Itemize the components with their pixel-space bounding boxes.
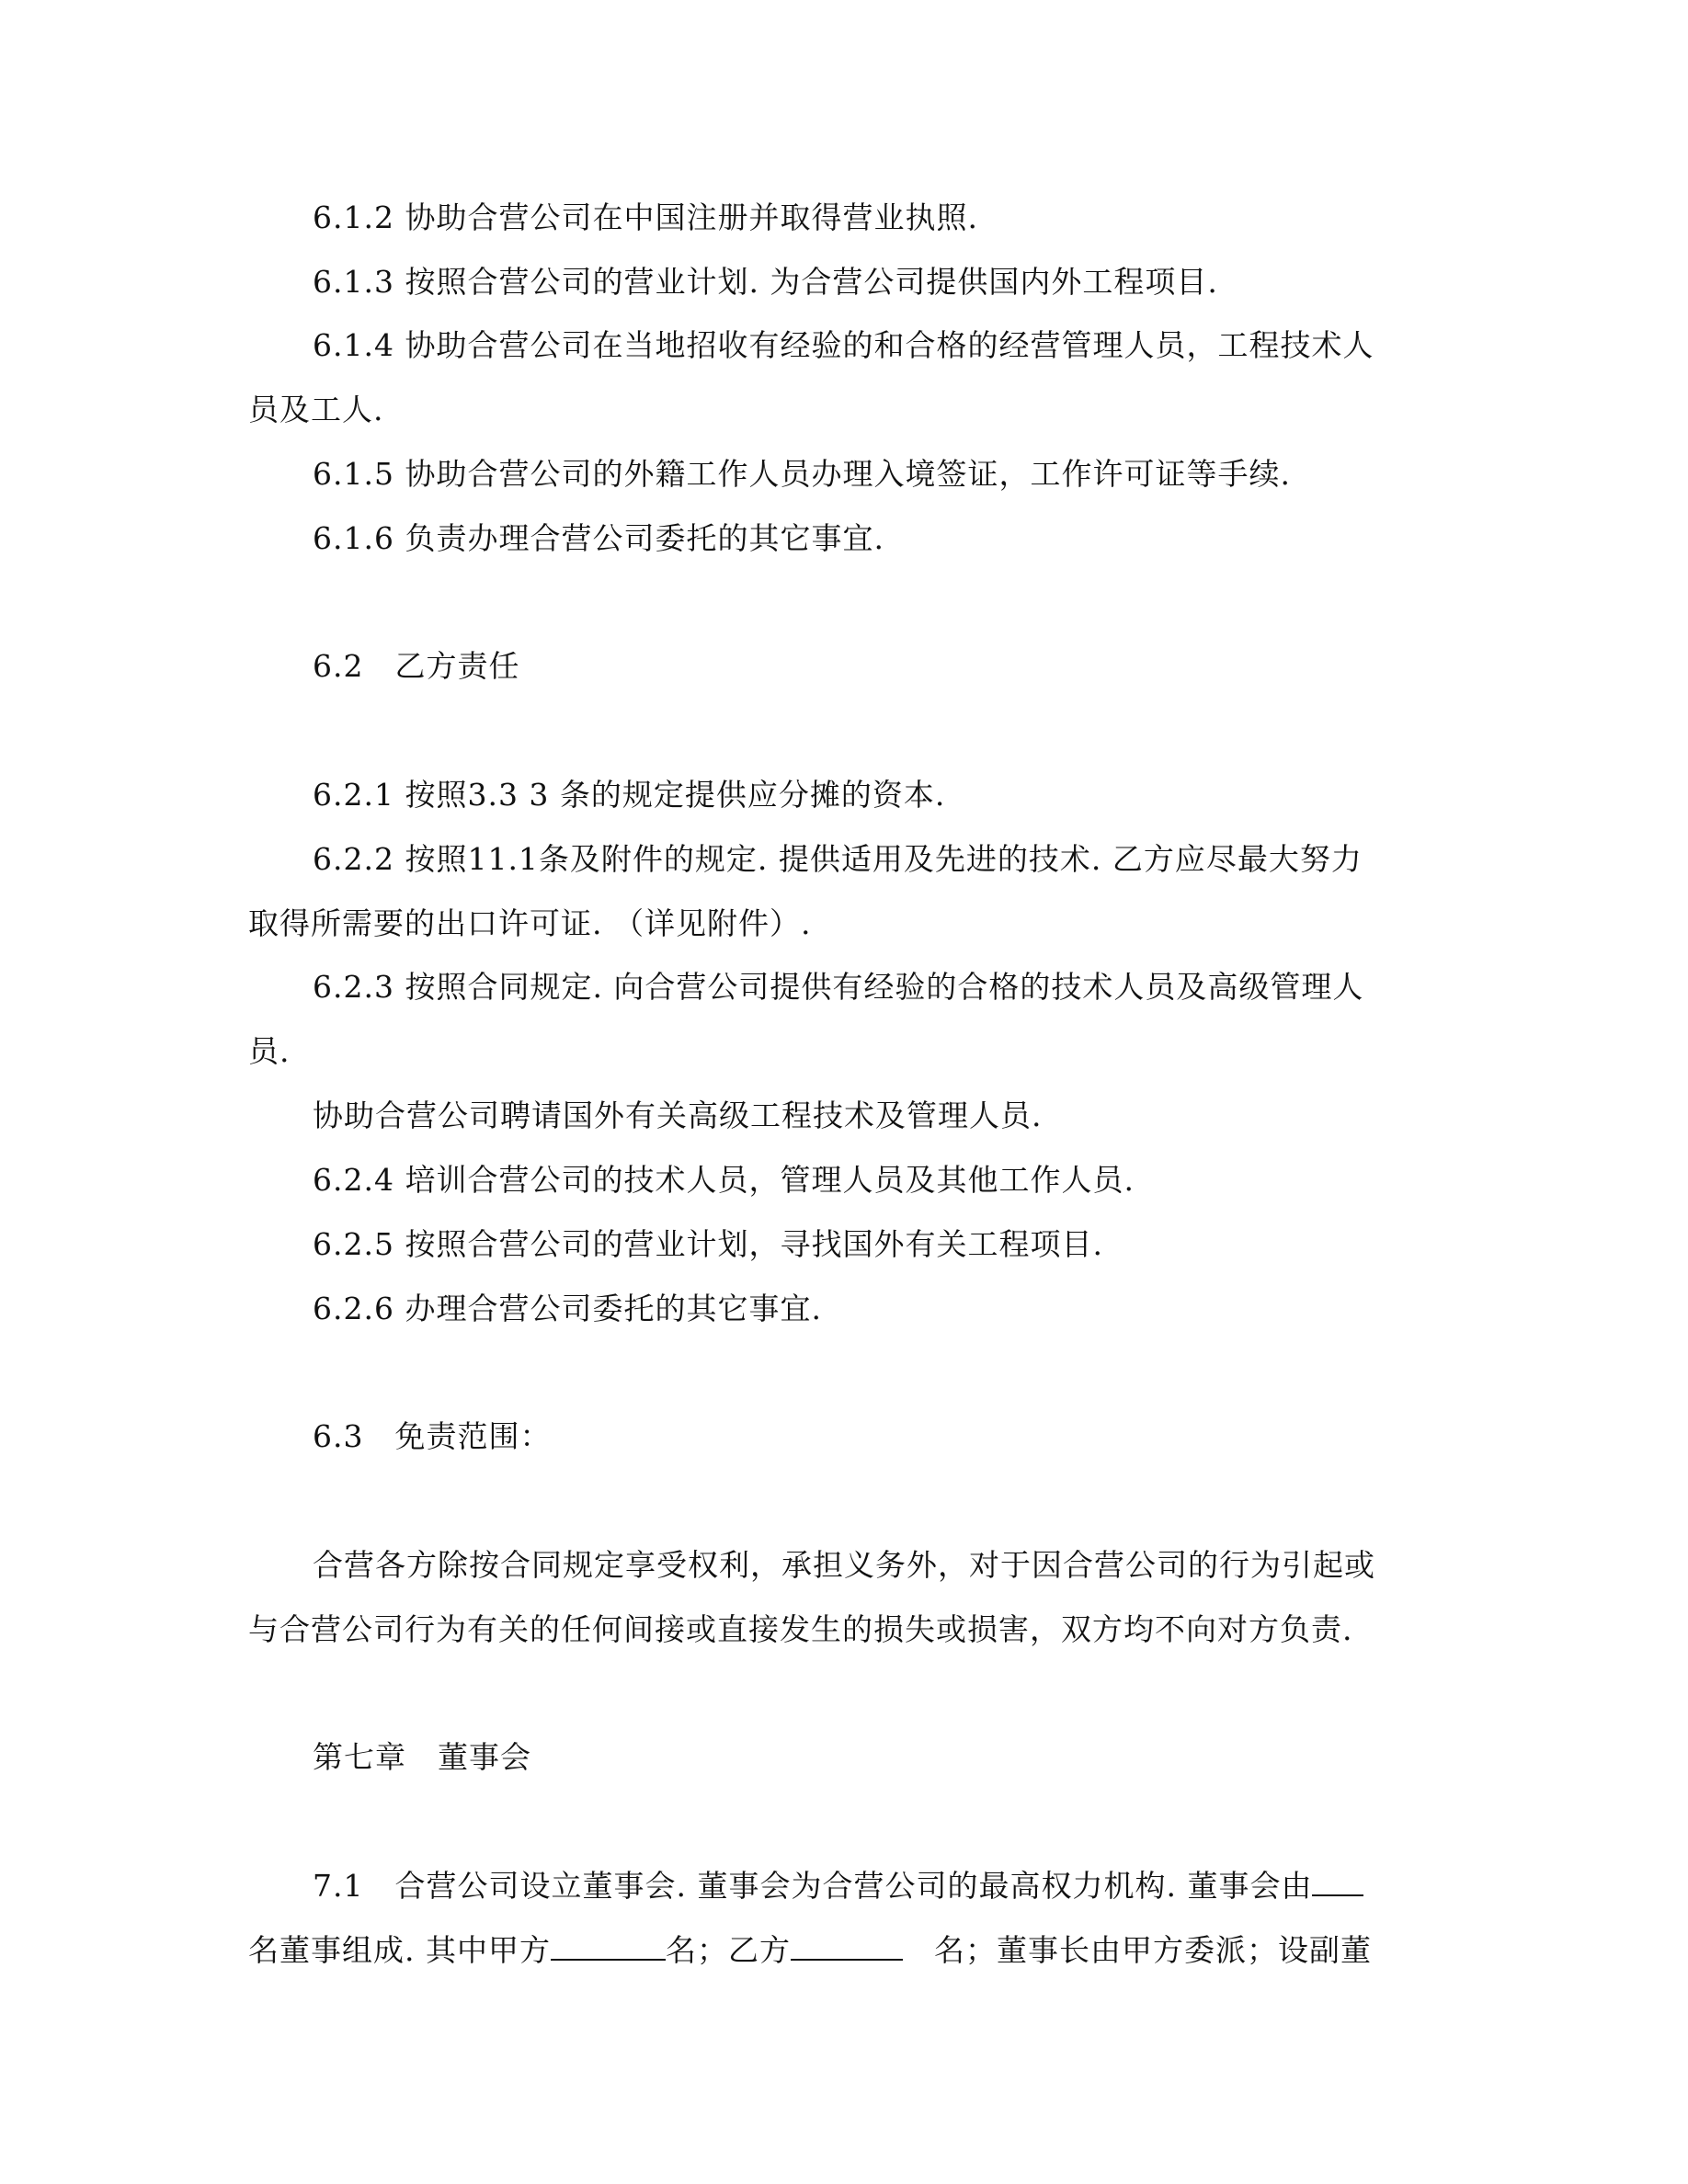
clause-7-1-text: 7.1 合营公司设立董事会. 董事会为合营公司的最高权力机构. 董事会由 (313, 1868, 1313, 1904)
fill-in-blank-party-a-directors[interactable] (551, 1931, 666, 1961)
clause-6-2-1: 6.2.1 按照3.3 3 条的规定提供应分摊的资本. (313, 777, 946, 813)
clause-6-1-4: 6.1.4 协助合营公司在当地招收有经验的和合格的经营管理人员，工程技术人 (313, 327, 1374, 363)
clause-6-1-5: 6.1.5 协助合营公司的外籍工作人员办理入境签证，工作许可证等手续. (313, 456, 1291, 492)
clause-6-2-5: 6.2.5 按照合营公司的营业计划，寻找国外有关工程项目. (313, 1226, 1103, 1262)
clause-6-1-3: 6.1.3 按照合营公司的营业计划. 为合营公司提供国内外工程项目. (313, 264, 1218, 300)
section-heading-6-2: 6.2 乙方责任 (313, 648, 520, 684)
clause-7-1-text-c: 名；董事长由甲方委派；设副董 (902, 1932, 1372, 1968)
clause-6-2-3-cont: 员. (248, 1033, 291, 1069)
exemption-paragraph-line-1: 合营各方除按合同规定享受权利，承担义务外，对于因合营公司的行为引起或 (313, 1547, 1375, 1583)
fill-in-blank-director-count[interactable] (1312, 1867, 1363, 1896)
clause-6-2-4: 6.2.4 培训合营公司的技术人员，管理人员及其他工作人员. (313, 1162, 1135, 1198)
clause-6-2-2-cont: 取得所需要的出口许可证. （详见附件）. (248, 905, 812, 941)
chapter-heading-7: 第七章 董事会 (313, 1739, 531, 1775)
clause-7-1-text-a: 名董事组成. 其中甲方 (248, 1932, 551, 1968)
clause-6-2-6: 6.2.6 办理合营公司委托的其它事宜. (313, 1291, 822, 1326)
exemption-paragraph-line-2: 与合营公司行为有关的任何间接或直接发生的损失或损害，双方均不向对方负责. (248, 1611, 1353, 1647)
clause-6-2-3-extra: 协助合营公司聘请国外有关高级工程技术及管理人员. (313, 1098, 1043, 1133)
clause-7-1-line-2 (248, 1930, 1372, 1971)
clause-6-1-4-cont: 员及工人. (248, 392, 384, 427)
clause-7-1-line-1 (313, 1866, 1363, 1906)
clause-6-1-6: 6.1.6 负责办理合营公司委托的其它事宜. (313, 520, 884, 556)
clause-6-2-3: 6.2.3 按照合同规定. 向合营公司提供有经验的合格的技术人员及高级管理人 (313, 969, 1364, 1005)
clause-6-2-2: 6.2.2 按照11.1条及附件的规定. 提供适用及先进的技术. 乙方应尽最大努力 (313, 841, 1363, 877)
clause-6-1-2: 6.1.2 协助合营公司在中国注册并取得营业执照. (313, 199, 978, 235)
clause-7-1-text-b: 名；乙方 (665, 1932, 791, 1968)
fill-in-blank-party-b-directors[interactable] (791, 1931, 903, 1961)
section-heading-6-3: 6.3 免责范围： (313, 1418, 552, 1454)
